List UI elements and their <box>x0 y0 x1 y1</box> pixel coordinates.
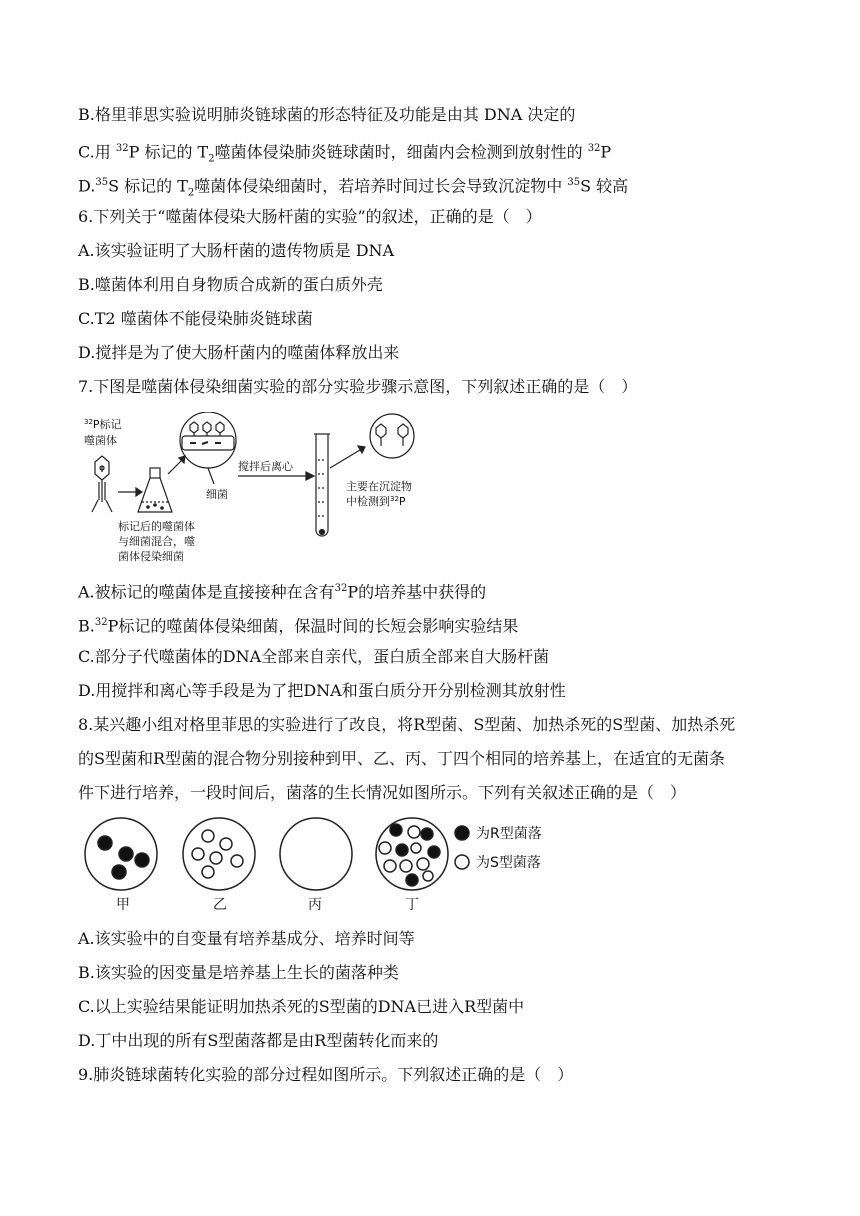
plate-label-bing: 丙 <box>308 897 322 913</box>
q8-option-b: B.该实验的因变量是培养基上生长的菌落种类 <box>78 963 399 982</box>
q8-option-a: A.该实验中的自变量有培养基成分、培养时间等 <box>78 929 415 948</box>
mix-label-3: 菌体侵染细菌 <box>118 550 184 563</box>
centrifuge-label: 搅拌后离心 <box>238 460 293 473</box>
q5-option-b: B.格里菲思实验说明肺炎链球菌的形态特征及功能是由其 DNA 决定的 <box>78 105 576 124</box>
plate-ding <box>376 818 448 890</box>
q6-option-d: D.搅拌是为了使大肠杆菌内的噬菌体释放出来 <box>78 343 400 362</box>
plate-yi <box>183 818 255 890</box>
mix-label-1: 标记后的噬菌体 <box>118 520 195 533</box>
legend-s-colony-icon <box>455 855 469 869</box>
q8-option-c: C.以上实验结果能证明加热杀死的S型菌的DNA已进入R型菌中 <box>78 997 525 1016</box>
colony-plates-figure <box>78 814 568 914</box>
result-label-1: 主要在沉淀物 <box>346 480 412 493</box>
phage-icon <box>92 456 112 512</box>
q8-stem-line-2: 的S型菌和R型菌的混合物分别接种到甲、乙、丙、丁四个相同的培养基上，在适宜的无菌条 <box>78 749 726 768</box>
q5-option-d: D.$^{35}$S 标记的 $T_2$噬菌体侵染细菌时，若培养时间过长会导致沉淀物中 $^{35}$S 较高 <box>78 176 629 199</box>
legend-s-label: 为S型菌落 <box>476 855 541 871</box>
bacteria-label: 细菌 <box>206 488 228 501</box>
mix-label-2: 与细菌混合，噬 <box>118 535 195 548</box>
q5-option-c: C.用 $^{32}$P 标记的 $T_2$噬菌体侵染肺炎链球菌时，细菌内会检测到放射性的 $^{32}$P <box>78 142 612 165</box>
plate-jia <box>85 818 157 890</box>
plate-label-ding: 丁 <box>405 897 419 913</box>
q9-stem: 9.肺炎链球菌转化实验的部分过程如图所示。下列叙述正确的是（ ） <box>78 1065 574 1084</box>
arrow-icon <box>118 488 142 496</box>
q7-option-b: B.$^{32}$P标记的噬菌体侵染细菌，保温时间的长短会影响实验结果 <box>78 616 519 636</box>
q6-option-b: B.噬菌体利用自身物质合成新的蛋白质外壳 <box>78 275 383 294</box>
phage-label-1: $^{32}$P标记 <box>84 418 122 431</box>
magnified-view-icon <box>180 412 236 484</box>
arrow-icon <box>168 456 185 474</box>
plate-label-jia: 甲 <box>116 897 130 913</box>
q7-option-d: D.用搅拌和离心等手段是为了把DNA和蛋白质分开分别检测其放射性 <box>78 681 566 700</box>
arrow-icon <box>238 472 314 480</box>
q7-stem: 7.下图是噬菌体侵染细菌实验的部分实验步骤示意图，下列叙述正确的是（ ） <box>78 377 638 396</box>
q8-stem-line-1: 8.某兴趣小组对格里菲思的实验进行了改良，将R型菌、S型菌、加热杀死的S型菌、加热杀死 <box>78 715 736 734</box>
q6-option-c: C.T2 噬菌体不能侵染肺炎链球菌 <box>78 309 313 328</box>
q7-option-c: C.部分子代噬菌体的DNA全部来自亲代，蛋白质全部来自大肠杆菌 <box>78 647 550 666</box>
progeny-phage-icon <box>370 414 414 458</box>
test-tube-icon <box>314 434 330 536</box>
q8-stem-line-3: 件下进行培养，一段时间后，菌落的生长情况如图所示。下列有关叙述正确的是（ ） <box>78 783 687 802</box>
q6-stem: 6.下列关于“噬菌体侵染大肠杆菌的实验”的叙述，正确的是（ ） <box>78 207 542 226</box>
legend-r-label: 为R型菌落 <box>476 826 542 842</box>
q7-option-a: A.被标记的噬菌体是直接接种在含有$^{32}$P的培养基中获得的 <box>78 582 487 602</box>
plate-label-yi: 乙 <box>213 897 227 913</box>
plate-bing <box>280 818 352 890</box>
phage-label-2: 噬菌体 <box>84 434 117 447</box>
result-label-2: 中检测到$^{32}$P <box>346 495 406 508</box>
phage-experiment-figure <box>78 412 478 570</box>
q6-option-a: A.该实验证明了大肠杆菌的遗传物质是 DNA <box>78 241 395 260</box>
flask-icon <box>138 468 172 512</box>
legend-r-colony-icon <box>455 826 469 840</box>
arrow-icon <box>330 446 365 468</box>
q8-option-d: D.丁中出现的所有S型菌落都是由R型菌转化而来的 <box>78 1031 439 1050</box>
